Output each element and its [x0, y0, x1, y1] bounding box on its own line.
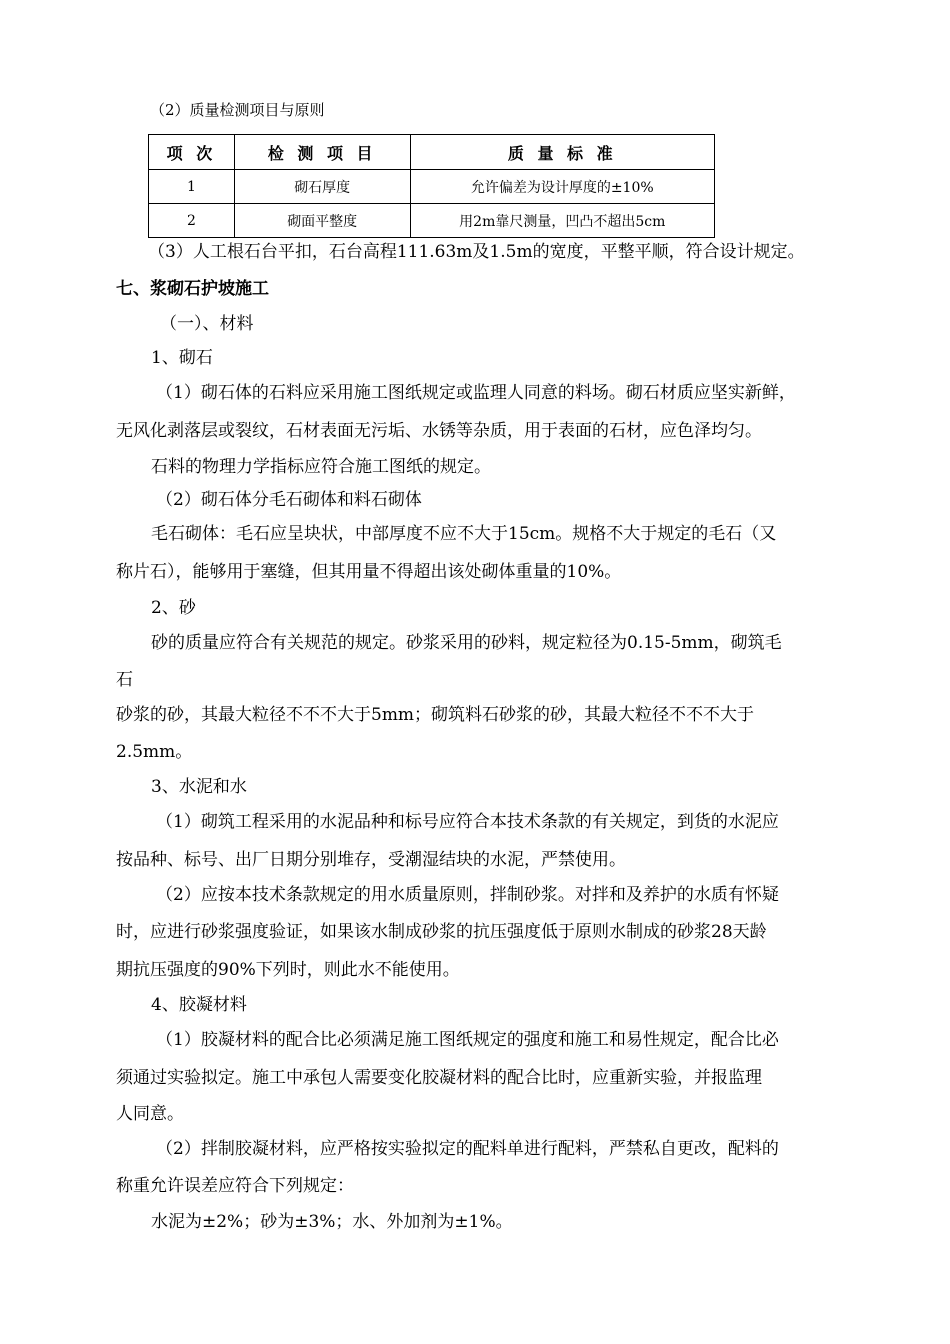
paragraph-line: 按品种、标号、出厂日期分别堆存，受潮湿结块的水泥，严禁使用。 [116, 850, 626, 870]
subsection-heading: （一）、材料 [160, 314, 254, 334]
paragraph-line: 砂的质量应符合有关规范的规定。砂浆采用的砂料，规定粒径为0.15-5mm，砌筑毛 [151, 633, 782, 653]
paragraph-line: （3）人工根石台平扣，石台高程111.63m及1.5m的宽度，平整平顺，符合设计规定。 [148, 242, 805, 262]
section-label: （2）质量检测项目与原则 [150, 101, 325, 119]
section-heading: 七、浆砌石护坡施工 [116, 279, 269, 299]
table-cell: 允许偏差为设计厚度的±10% [410, 170, 714, 204]
table-cell: 2 [149, 204, 235, 238]
paragraph-line: 石料的物理力学指标应符合施工图纸的规定。 [151, 457, 491, 477]
table-cell: 砌石厚度 [234, 170, 410, 204]
paragraph-line: 4、胶凝材料 [151, 995, 247, 1015]
paragraph-line: 称片石），能够用于塞缝，但其用量不得超出该处砌体重量的10%。 [116, 562, 622, 582]
paragraph-line: 3、水泥和水 [151, 777, 247, 797]
paragraph-line: 毛石砌体：毛石应呈块状，中部厚度不应不大于15cm。规格不大于规定的毛石（又 [151, 524, 777, 544]
table-cell: 1 [149, 170, 235, 204]
paragraph-line: （1）砌石体的石料应采用施工图纸规定或监理人同意的料场。砌石材质应坚实新鲜， [156, 383, 796, 403]
paragraph-line: 称重允许误差应符合下列规定： [116, 1176, 354, 1196]
paragraph-line: （2）拌制胶凝材料，应严格按实验拟定的配料单进行配料，严禁私自更改，配料的 [156, 1139, 779, 1159]
table-row [149, 204, 715, 238]
paragraph-line: 砂浆的砂，其最大粒径不不不大于5mm；砌筑料石砂浆的砂，其最大粒径不不不大于 [116, 705, 755, 725]
header-quality-standard: 质 量 标 准 [410, 135, 714, 170]
table-cell: 砌面平整度 [234, 204, 410, 238]
table-cell: 用2m靠尺测量，凹凸不超出5cm [410, 204, 714, 238]
paragraph-line: （1）砌筑工程采用的水泥品种和标号应符合本技术条款的有关规定，到货的水泥应 [156, 812, 779, 832]
paragraph-line: 石 [116, 670, 133, 690]
paragraph-line: （2）应按本技术条款规定的用水质量原则，拌制砂浆。对拌和及养护的水质有怀疑 [156, 885, 779, 905]
paragraph-line: 无风化剥落层或裂纹，石材表面无污垢、水锈等杂质，用于表面的石材，应色泽均匀。 [116, 421, 762, 441]
paragraph-line: 2.5mm。 [116, 742, 193, 762]
header-inspection-item: 检 测 项 目 [234, 135, 410, 170]
paragraph-line: 时，应进行砂浆强度验证，如果该水制成砂浆的抗压强度低于原则水制成的砂浆28天龄 [116, 922, 767, 942]
paragraph-line: （1）胶凝材料的配合比必须满足施工图纸规定的强度和施工和易性规定，配合比必 [156, 1030, 779, 1050]
quality-inspection-table [148, 134, 715, 238]
paragraph-line: （2）砌石体分毛石砌体和料石砌体 [156, 490, 422, 510]
paragraph-line: 人同意。 [116, 1104, 184, 1124]
paragraph-line: 2、砂 [151, 598, 196, 618]
header-item-number: 项 次 [149, 135, 235, 170]
paragraph-line: 1、砌石 [151, 348, 213, 368]
table-row [149, 170, 715, 204]
paragraph-line: 期抗压强度的90%下列时，则此水不能使用。 [116, 960, 460, 980]
paragraph-line: 水泥为±2%；砂为±3%；水、外加剂为±1%。 [151, 1212, 513, 1232]
paragraph-line: 须通过实验拟定。施工中承包人需要变化胶凝材料的配合比时，应重新实验，并报监理 [116, 1068, 762, 1088]
table-header-row [149, 135, 715, 170]
